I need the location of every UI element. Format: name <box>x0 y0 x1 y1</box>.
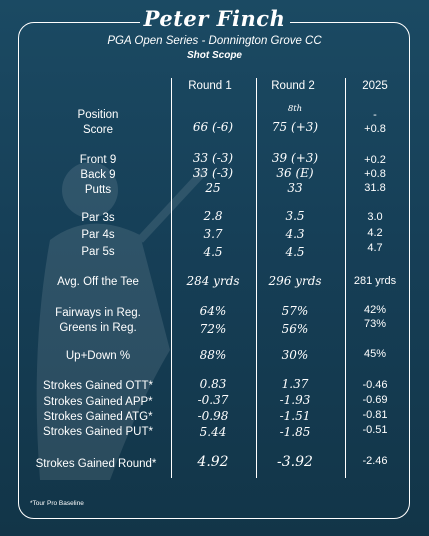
brand-logo: Shot Scope <box>186 50 242 61</box>
row-label-sground: Strokes Gained Round* <box>35 458 157 470</box>
round2-sgput: -1.85 <box>279 425 311 439</box>
round1-sground: 4.92 <box>197 454 229 470</box>
col-round2: Round 2 <box>271 80 315 92</box>
round2-sgatg: -1.51 <box>279 409 311 423</box>
footnote: *Tour Pro Baseline <box>30 500 84 507</box>
row-label-putts: Putts <box>84 184 112 196</box>
round1-fairways: 64% <box>199 304 227 318</box>
round2-offtee: 296 yrds <box>268 274 322 288</box>
round1-score: 66 (-6) <box>192 120 234 134</box>
player-name: Peter Finch <box>143 6 286 31</box>
year-par5: 4.7 <box>367 242 383 254</box>
round1-updown: 88% <box>199 348 227 362</box>
round1-greens: 72% <box>199 322 227 336</box>
year-sgott: -0.46 <box>362 379 388 391</box>
row-label-fairways: Fairways in Reg. <box>55 307 141 319</box>
round2-updown: 30% <box>281 348 309 362</box>
year-fairways: 42% <box>363 304 387 316</box>
year-par4: 4.2 <box>367 227 383 239</box>
round1-par4: 3.7 <box>203 227 223 241</box>
row-label-sgott: Strokes Gained OTT* <box>43 380 153 392</box>
round2-sgapp: -1.93 <box>279 393 311 407</box>
row-label-updown: Up+Down % <box>65 350 131 362</box>
round1-sgput: 5.44 <box>199 425 227 439</box>
round2-back9: 36 (E) <box>276 166 314 180</box>
round1-offtee: 284 yrds <box>186 274 240 288</box>
round2-greens: 56% <box>281 322 309 336</box>
event-subtitle: PGA Open Series - Donnington Grove CC <box>107 35 322 47</box>
year-sgatg: -0.81 <box>362 409 388 421</box>
round1-par3: 2.8 <box>203 209 223 223</box>
year-position: - <box>373 109 377 121</box>
row-label-front9: Front 9 <box>79 154 117 166</box>
year-offtee: 281 yrds <box>353 275 397 287</box>
round2-sgott: 1.37 <box>281 377 309 391</box>
row-label-par3: Par 3s <box>81 212 115 224</box>
year-greens: 73% <box>363 318 387 330</box>
year-score: +0.8 <box>364 123 386 135</box>
row-label-score: Score <box>82 124 114 136</box>
year-updown: 45% <box>363 348 387 360</box>
round2-par4: 4.3 <box>285 227 305 241</box>
round1-sgott: 0.83 <box>199 377 227 391</box>
col-round1: Round 1 <box>188 80 232 92</box>
year-sgput: -0.51 <box>362 424 388 436</box>
round2-par5: 4.5 <box>285 245 305 259</box>
round2-putts: 33 <box>287 181 303 195</box>
row-label-position: Position <box>77 109 119 121</box>
year-par3: 3.0 <box>367 211 383 223</box>
card-frame <box>18 22 410 519</box>
round2-par3: 3.5 <box>285 209 305 223</box>
round2-score: 75 (+3) <box>271 120 319 134</box>
row-label-par4: Par 4s <box>81 229 115 241</box>
year-sground: -2.46 <box>362 455 388 467</box>
row-label-sgatg: Strokes Gained ATG* <box>43 411 153 423</box>
year-front9: +0.2 <box>364 154 386 166</box>
round1-par5: 4.5 <box>203 245 223 259</box>
row-label-greens: Greens in Reg. <box>59 322 137 334</box>
row-label-sgput: Strokes Gained PUT* <box>43 426 153 438</box>
round1-front9: 33 (-3) <box>192 151 234 165</box>
round2-position: 8th <box>287 104 303 114</box>
round2-sground: -3.92 <box>277 454 313 470</box>
round2-fairways: 57% <box>281 304 309 318</box>
year-back9: +0.8 <box>364 168 386 180</box>
round1-sgapp: -0.37 <box>197 393 229 407</box>
row-label-offtee: Avg. Off the Tee <box>57 276 139 288</box>
year-putts: 31.8 <box>364 182 386 194</box>
round1-sgatg: -0.98 <box>197 409 229 423</box>
col-year: 2025 <box>362 80 388 92</box>
row-label-back9: Back 9 <box>80 169 116 181</box>
year-sgapp: -0.69 <box>362 394 388 406</box>
row-label-par5: Par 5s <box>81 246 115 258</box>
round2-front9: 39 (+3) <box>271 151 319 165</box>
round1-back9: 33 (-3) <box>192 166 234 180</box>
row-label-sgapp: Strokes Gained APP* <box>43 396 153 408</box>
round1-putts: 25 <box>205 181 221 195</box>
